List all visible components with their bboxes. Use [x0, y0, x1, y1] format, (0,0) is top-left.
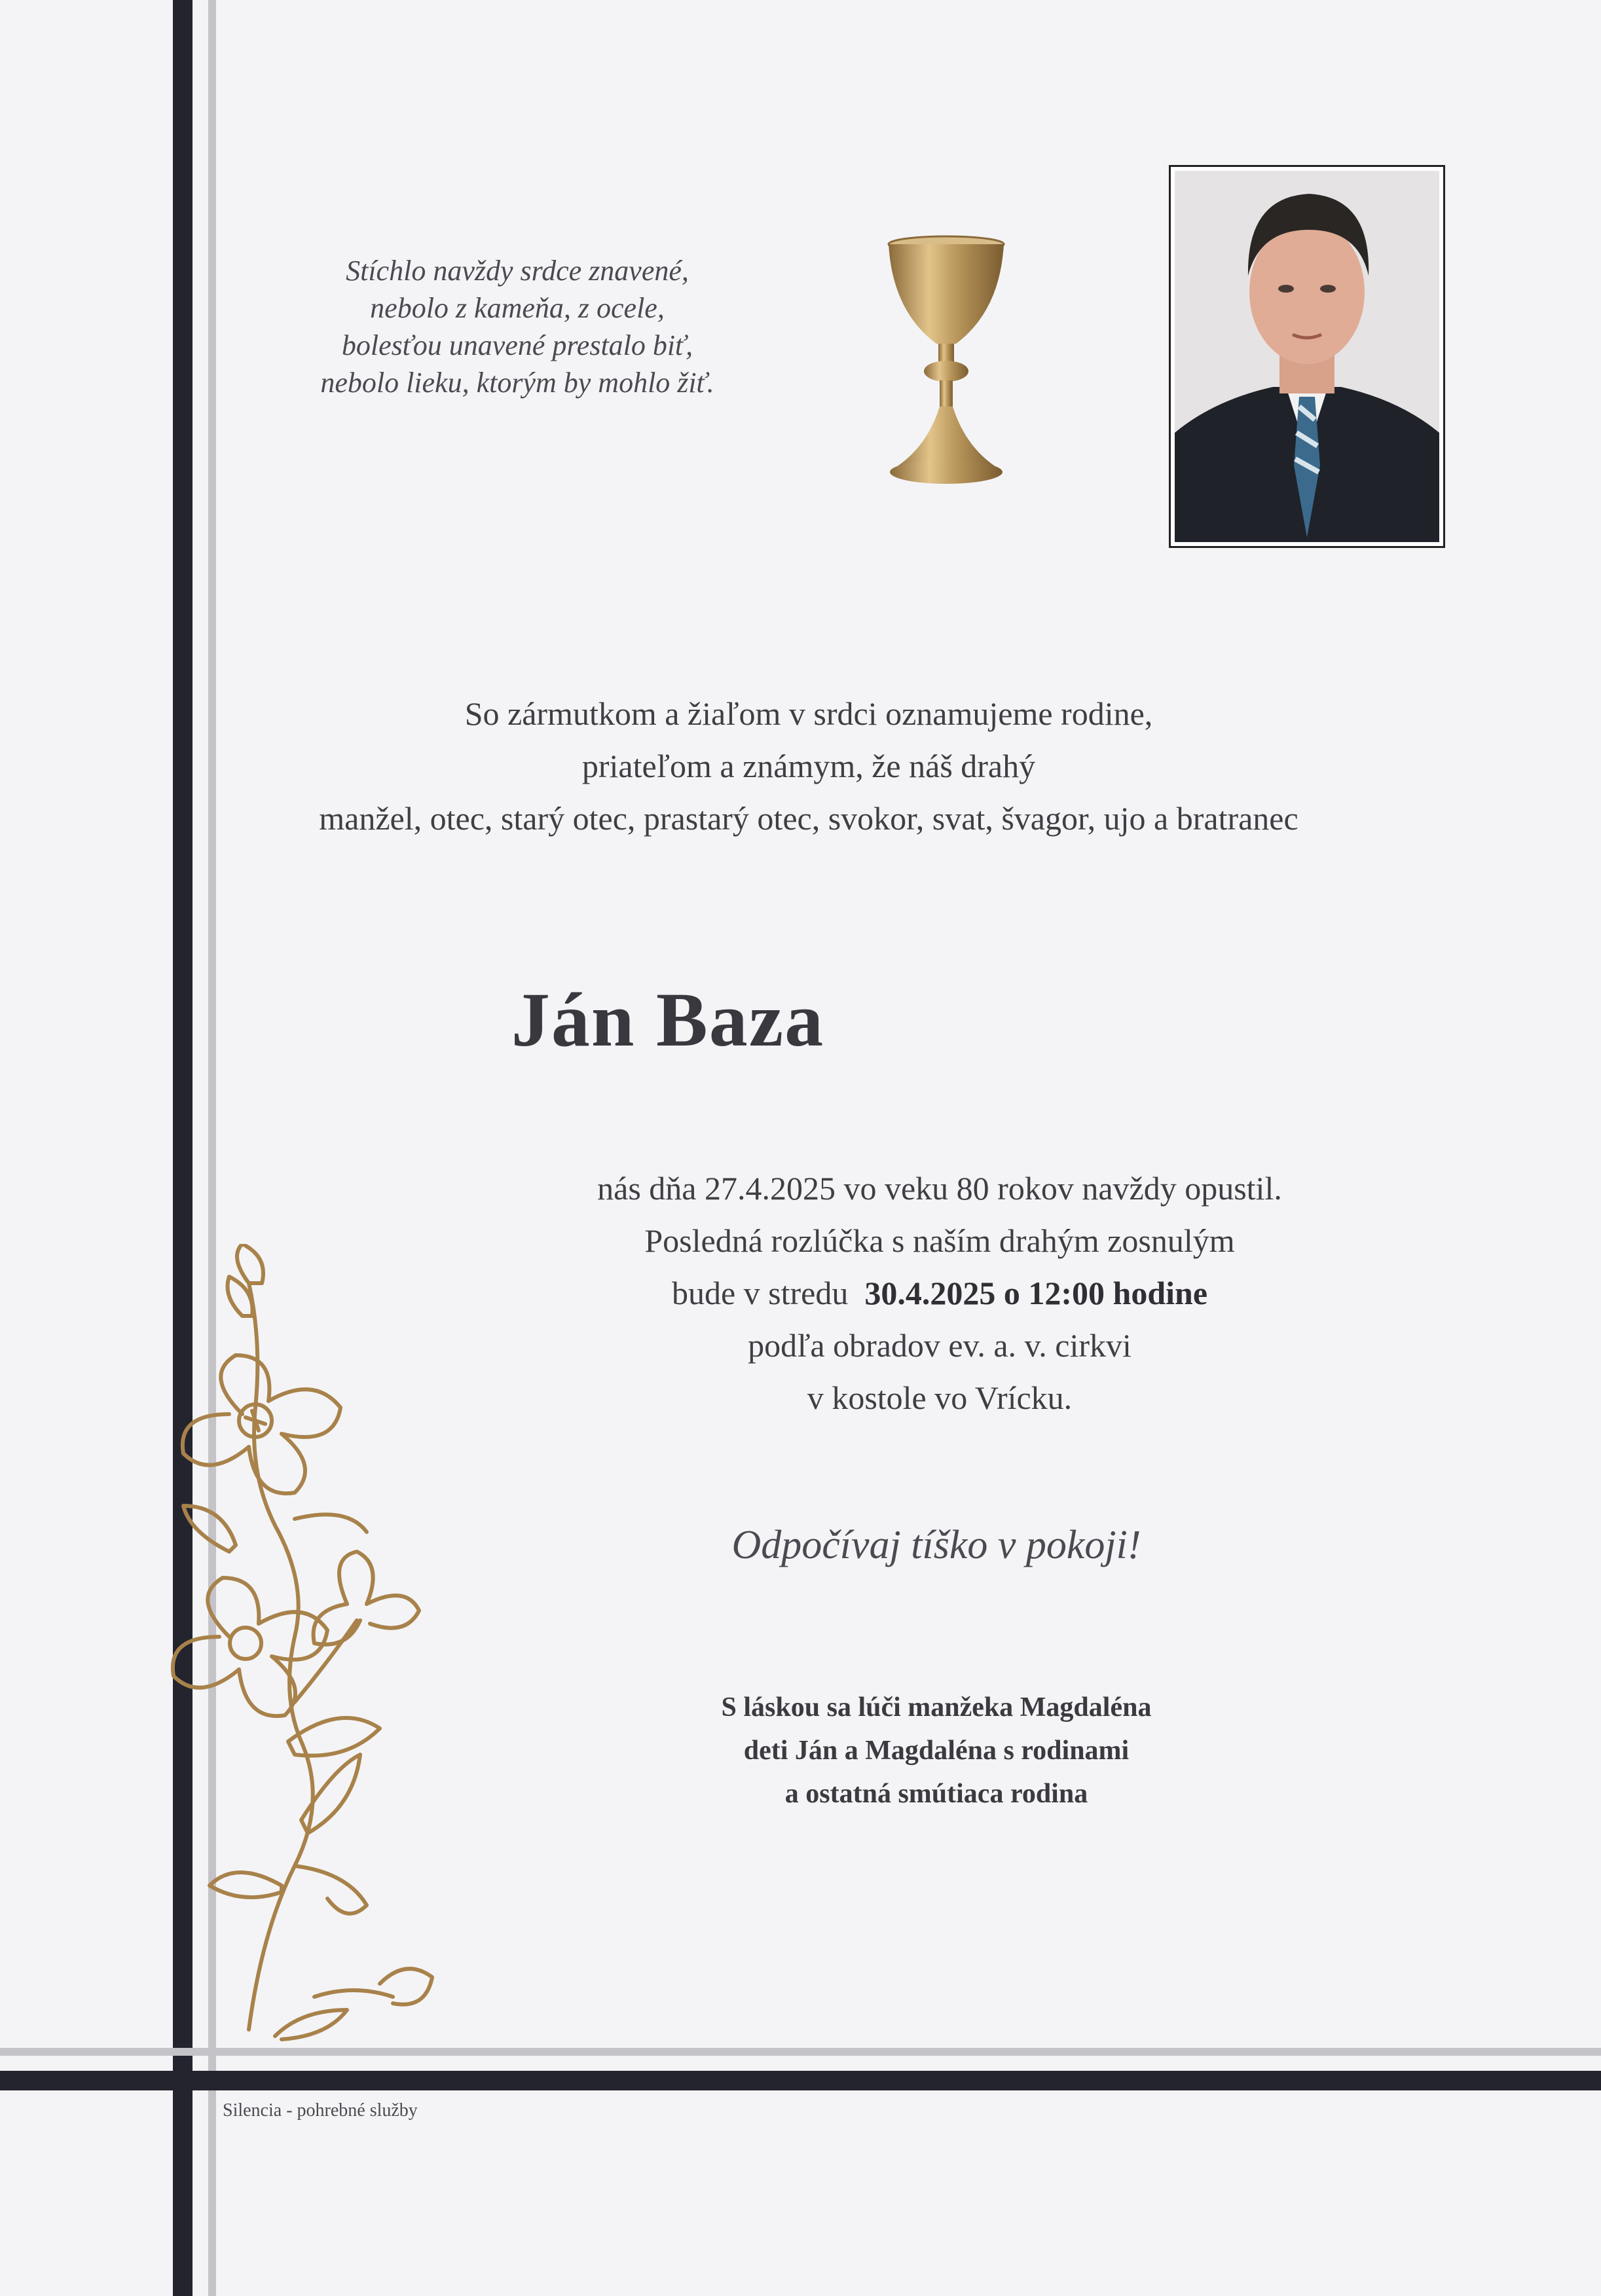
intro-line: priateľom a známym, že náš drahý [581, 748, 1036, 784]
funeral-service-name: Silencia - pohrebné služby [223, 2100, 418, 2121]
farewell-line: deti Ján a Magdaléna s rodinami [743, 1736, 1130, 1766]
funeral-datetime: 30.4.2025 o 12:00 hodine [864, 1275, 1208, 1311]
deceased-name: Ján Baza [511, 977, 825, 1063]
funeral-details [419, 1162, 1460, 1424]
intro-line: So zármutkom a žiaľom v srdci oznamujeme rodine, [464, 695, 1153, 732]
details-line: nás dňa 27.4.2025 vo veku 80 rokov navždy opustil. [597, 1170, 1282, 1207]
poem-line: nebolo z kameňa, z ocele, [370, 292, 665, 324]
intro-line: manžel, otec, starý otec, prastarý otec, svokor, svat, švagor, ujo a bratranec [319, 800, 1298, 837]
poem-line: Stíchlo navždy srdce znavené, [346, 255, 689, 287]
details-line-prefix: bude v stredu [671, 1275, 849, 1311]
flower-ornament-icon [131, 1244, 471, 2049]
farewell-signature [616, 1686, 1257, 1815]
border-horizontal-dark [0, 2071, 1601, 2090]
poem-line: bolesťou unavené prestalo biť, [341, 329, 693, 361]
chalice-icon [881, 232, 1012, 498]
rest-in-peace: Odpočívaj tíško v pokoji! [731, 1523, 1141, 1567]
details-line [419, 1267, 1460, 1319]
details-line: Posledná rozlúčka s naším drahým zosnulým [644, 1222, 1235, 1259]
poem-line: nebolo lieku, ktorým by mohlo žiť. [320, 367, 714, 399]
details-line: v kostole vo Vrícku. [807, 1379, 1073, 1416]
farewell-line: a ostatná smútiaca rodina [784, 1779, 1088, 1809]
portrait-image [1175, 171, 1439, 542]
farewell-line: S láskou sa lúči manžeka Magdaléna [721, 1692, 1152, 1722]
portrait-photo [1169, 165, 1445, 548]
details-line: podľa obradov ev. a. v. cirkvi [748, 1327, 1132, 1364]
poem [236, 252, 799, 401]
announcement-intro [259, 687, 1601, 845]
